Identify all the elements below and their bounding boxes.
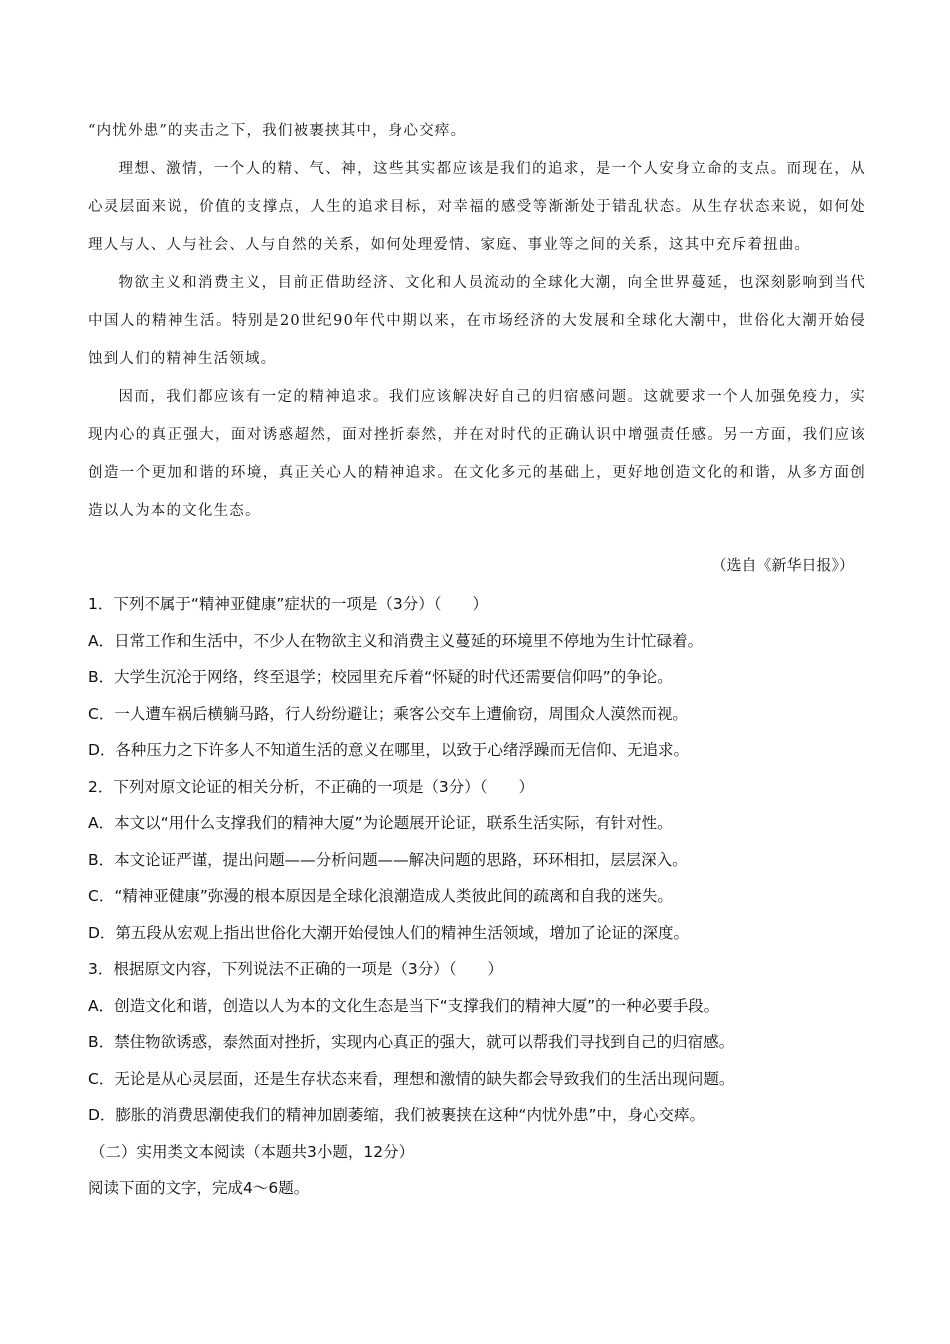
option-c: C．无论是从心灵层面，还是生存状态来看，理想和激情的缺失都会导致我们的生活出现问题。 [88, 1069, 735, 1088]
question-stem: 2．下列对原文论证的相关分析，不正确的一项是（3分）（ ） [88, 777, 534, 796]
option-a: A．日常工作和生活中，不少人在物欲主义和消费主义蔓延的环境里不停地为生计忙碌着。 [88, 631, 704, 650]
question-list [88, 586, 878, 1207]
section-heading: （二）实用类文本阅读（本题共3小题，12分） [90, 1142, 415, 1161]
passage-paragraph: 因而，我们都应该有一定的精神追求。我们应该解决好自己的归宿感问题。这就要求一个人加强免疫力，实现内心的真正强大，面对诱惑超然，面对挫折泰然，并在对时代的正确认识中增强责任感。另一方面，我们应该创造一个更加和谐的环境，真正关心人的精神追求。在文化多元的基础上，更好地创造文化的和谐，从多方面创造以人为本的文化生态。 [88, 389, 866, 519]
option-b: B．本文论证严谨，提出问题——分析问题——解决问题的思路，环环相扣，层层深入。 [88, 850, 688, 869]
option-a: A．创造文化和谐，创造以人为本的文化生态是当下“支撑我们的精神大厦”的一种必要手段。 [88, 996, 720, 1015]
option-b: B．禁住物欲诱惑，泰然面对挫折，实现内心真正的强大，就可以帮我们寻找到自己的归宿感。 [88, 1033, 735, 1051]
passage-paragraph: 物欲主义和消费主义，目前正借助经济、文化和人员流动的全球化大潮，向全世界蔓延，也深刻影响到当代中国人的精神生活。特别是20世纪90年代中期以来，在市场经济的大发展和全球化大潮中，世俗化大潮开始侵蚀到人们的精神生活领域。 [88, 275, 866, 367]
passage-paragraph: “内忧外患”的夹击之下，我们被裹挟其中，身心交瘁。 [88, 123, 467, 139]
option-b: B．大学生沉沦于网络，终至退学；校园里充斥着“怀疑的时代还需要信仰吗”的争论。 [88, 668, 673, 686]
section-instruction: 阅读下面的文字，完成4～6题。 [88, 1179, 310, 1197]
question-1 [88, 586, 878, 769]
question-3 [88, 951, 878, 1134]
option-d: D．膨胀的消费思潮使我们的精神加剧萎缩，我们被裹挟在这种“内忧外患”中，身心交瘁。 [88, 1106, 705, 1124]
passage-paragraph: 理想、激情，一个人的精、气、神，这些其实都应该是我们的追求，是一个人安身立命的支点。而现在，从心灵层面来说，价值的支撑点，人生的追求目标，对幸福的感受等渐渐处于错乱状态。从生存状态来说，如何处理人与人、人与社会、人与自然的关系，如何处理爱情、家庭、事业等之间的关系，这其中充斥着扭曲。 [88, 161, 866, 253]
reading-passage [88, 112, 866, 530]
option-a: A．本文以“用什么支撑我们的精神大厦”为论题展开论证，联系生活实际，有针对性。 [88, 814, 673, 832]
source-citation: （选自《新华日报》） [711, 556, 854, 574]
option-d: D．第五段从宏观上指出世俗化大潮开始侵蚀人们的精神生活领域，增加了论证的深度。 [88, 923, 689, 942]
question-stem: 1．下列不属于“精神亚健康”症状的一项是（3分）（ ） [88, 595, 489, 613]
question-2 [88, 769, 878, 952]
option-c: C．一人遭车祸后横躺马路，行人纷纷避让；乘客公交车上遭偷窃，周围众人漠然而视。 [88, 704, 688, 723]
option-c: C．“精神亚健康”弥漫的根本原因是全球化浪潮造成人类彼此间的疏离和自我的迷失。 [88, 887, 673, 905]
option-d: D．各种压力之下许多人不知道生活的意义在哪里，以致于心绪浮躁而无信仰、无追求。 [88, 741, 689, 759]
question-stem: 3．根据原文内容，下列说法不正确的一项是（3分）（ ） [88, 960, 503, 978]
